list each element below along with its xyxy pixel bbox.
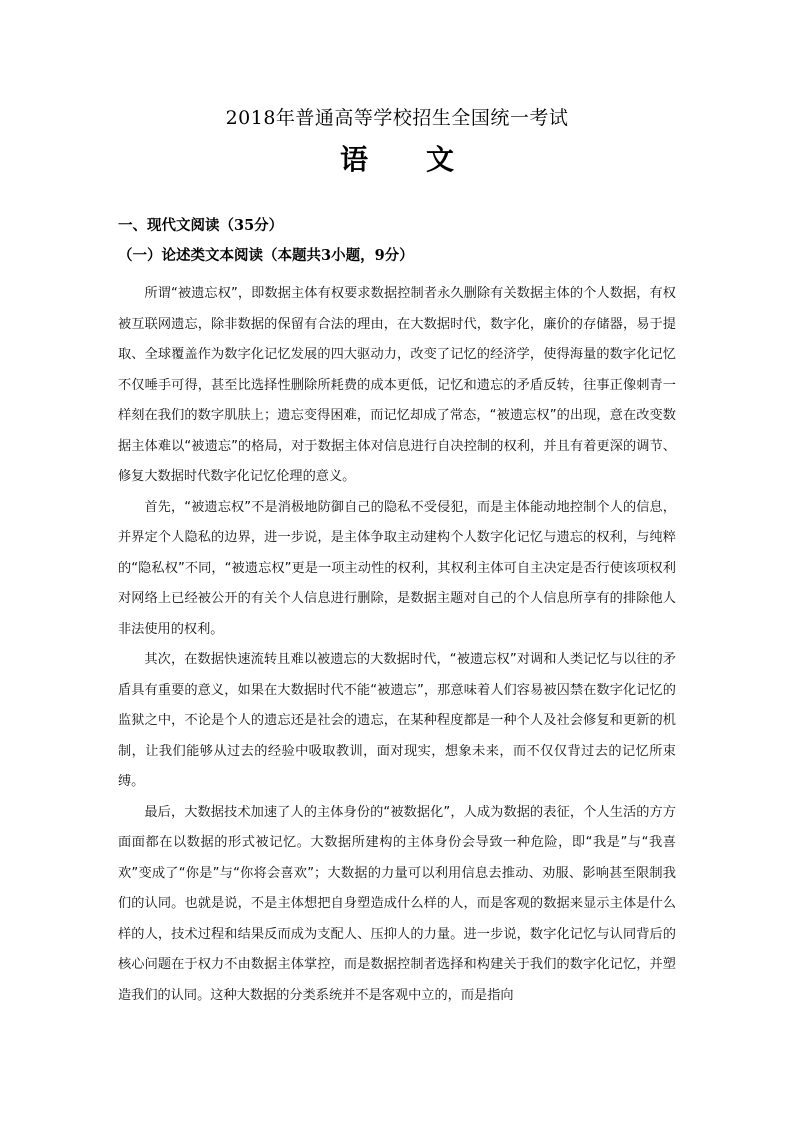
passage-paragraph-2: 首先，“被遗忘权”不是消极地防御自己的隐私不受侵犯，而是主体能动地控制个人的信息，并界定个人隐私的边界，进一步说，是主体争取主动建构个人数字化记忆与遗忘的权利，与纯粹的“隐私权”不同，“被遗忘权”更是一项主动性的权利，其权利主体可自主决定是否行使该项权利对网络上已经被公开的有关个人信息进行删除，是数据主题对自己的个人信息所享有的排除他人非法使用的权利。 — [118, 499, 676, 637]
passage-paragraph-1: 所谓“被遗忘权”，即数据主体有权要求数据控制者永久删除有关数据主体的个人数据，有权被互联网遗忘，除非数据的保留有合法的理由，在大数据时代，数字化，廉价的存储器，易于提取、全球覆盖作为数字化记忆发展的四大驱动力，改变了记忆的经济学，使得海量的数字化记忆不仅唾手可得，甚至比选择性删除所耗费的成本更低，记忆和遗忘的矛盾反转，往事正像刺青一样刻在我们的数字肌肤上；遗忘变得困难，而记忆却成了常态，“被遗忘权”的出现，意在改变数据主体难以“被遗忘”的格局，对于数据主体对信息进行自决控制的权利，并且有着更深的调节、修复大数据时代数字化记忆伦理的意义。 — [118, 286, 676, 484]
section-heading-modern-reading: 一、现代文阅读（35分） — [118, 217, 284, 234]
subsection-heading-argumentative-reading: （一）论述类文本阅读（本题共3小题，9分） — [118, 247, 414, 264]
passage-paragraph-4: 最后，大数据技术加速了人的主体身份的“被数据化”，人成为数据的表征，个人生活的方方面面都在以数据的形式被记忆。大数据所建构的主体身份会导致一种危险，即“我是”与“我喜欢”变成了“你是”与“你将会喜欢”；大数据的力量可以利用信息去推动、劝服、影响甚至限制我们的认同。也就是说，不是主体想把自身塑造成什么样的人，而是客观的数据来显示主体是什么样的人，技术过程和结果反而成为支配人、压抑人的力量。进一步说，数字化记忆与认同背后的核心问题在于权力不由数据主体掌控，而是数据控制者选择和构建关于我们的数字化记忆，并塑造我们的认同。这种大数据的分类系统并不是客观中立的，而是指向 — [118, 804, 676, 1003]
subject-title: 语文 — [339, 143, 512, 176]
exam-title: 2018年普通高等学校招生全国统一考试 — [225, 107, 569, 129]
passage-body — [118, 279, 676, 1011]
passage-paragraph-3: 其次，在数据快速流转且难以被遗忘的大数据时代，“被遗忘权”对调和人类记忆与以往的矛盾具有重要的意义，如果在大数据时代不能“被遗忘”，那意味着人们容易被囚禁在数字化记忆的监狱之中，不论是个人的遗忘还是社会的遗忘，在某种程度都是一种个人及社会修复和更新的机制，让我们能够从过去的经验中吸取教训，面对现实，想象未来，而不仅仅背过去的记忆所束缚。 — [118, 652, 676, 789]
